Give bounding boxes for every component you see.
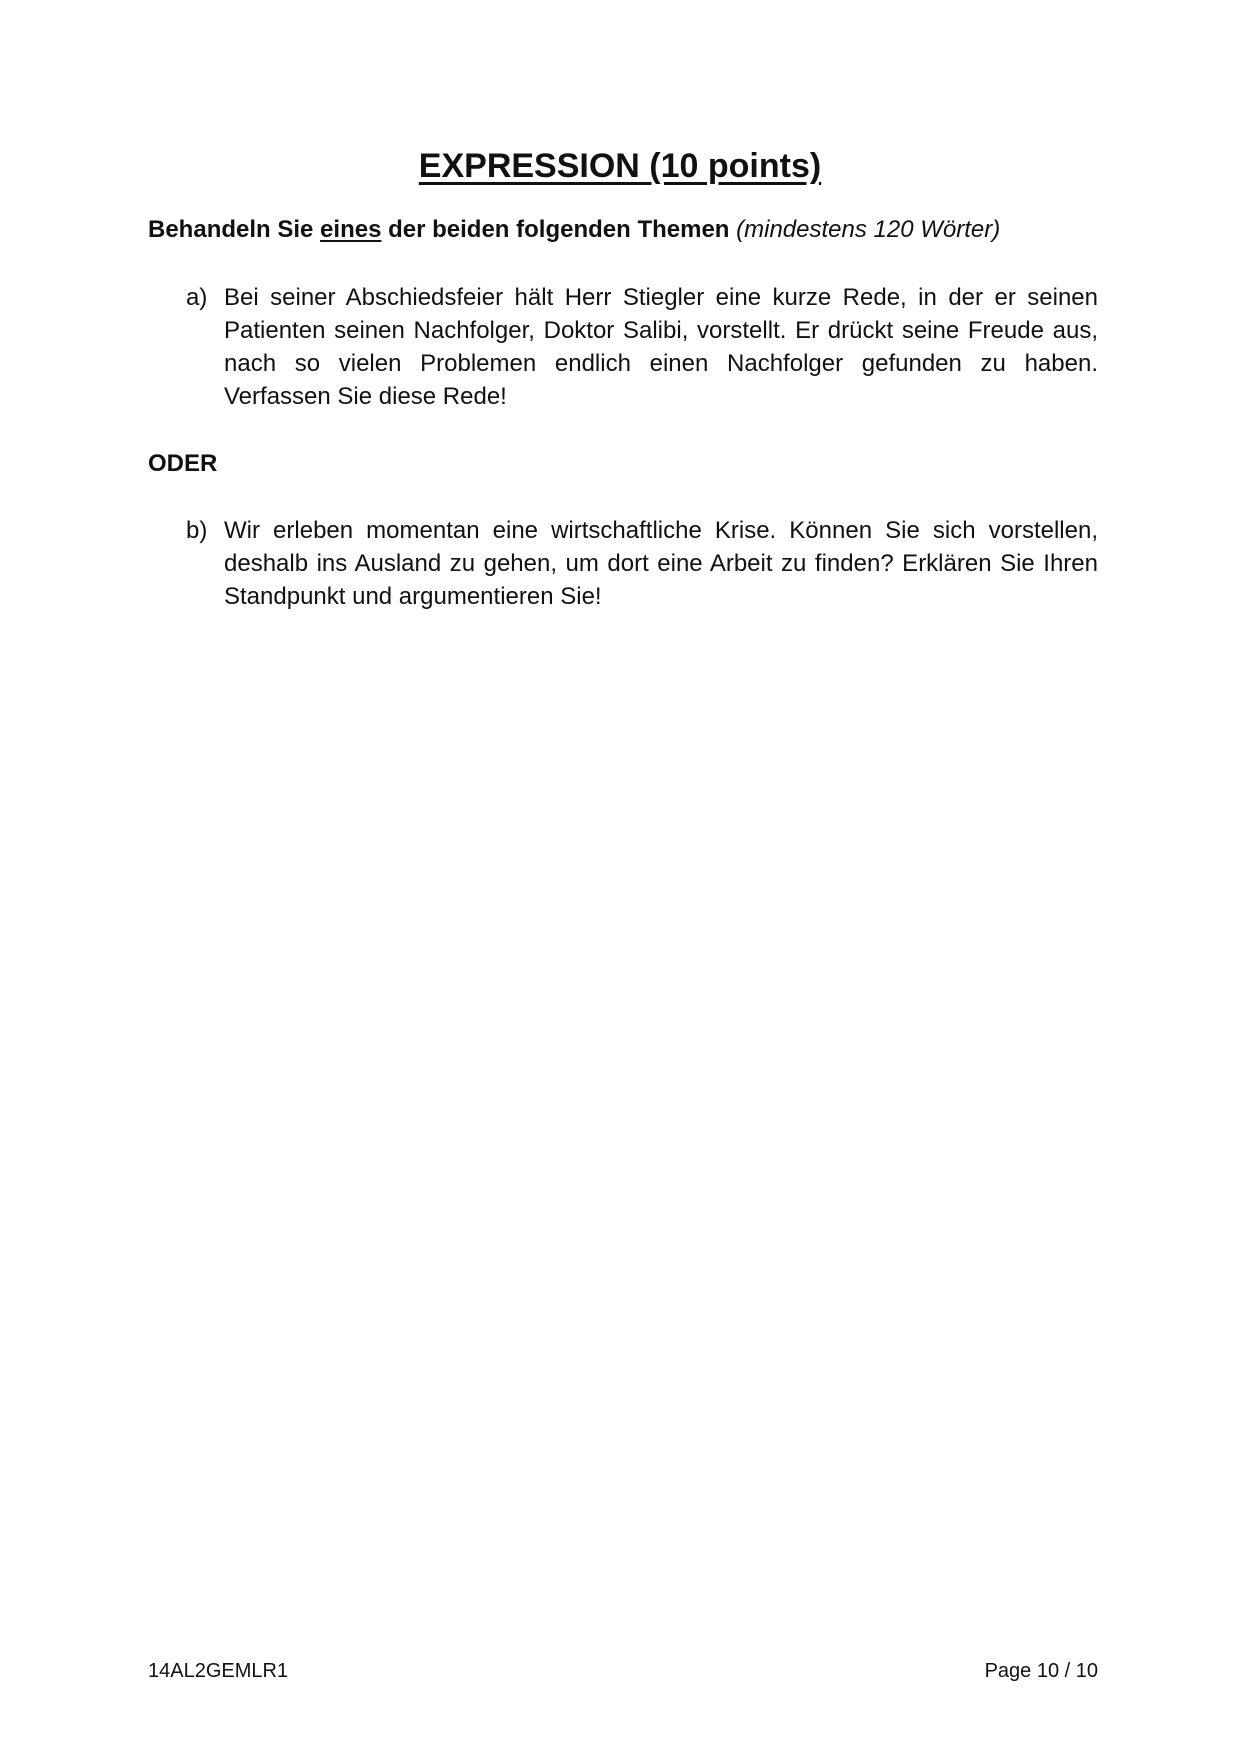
task-b: [186, 514, 1098, 613]
task-marker: a): [186, 284, 208, 311]
page-title: EXPRESSION (10 points): [418, 147, 822, 185]
instruction-prefix: Behandeln Sie: [148, 216, 321, 243]
instruction-word-count-note: (mindestens 120 Wörter): [736, 216, 1001, 243]
instruction-suffix: der beiden folgenden Themen: [381, 216, 730, 243]
instruction-emphasis: eines: [320, 216, 382, 243]
task-a: [186, 281, 1098, 413]
task-text: Wir erleben momentan eine wirtschaftliche Krise. Können Sie sich vorstellen, deshalb ins Ausland zu gehen, um dort eine Arbeit zu finden? Erklären Sie Ihren Standpunkt und argumentieren Sie!: [224, 517, 1098, 610]
instruction: [148, 214, 1108, 246]
footer-page-number: Page 10 / 10: [984, 1660, 1098, 1682]
task-text: Bei seiner Abschiedsfeier hält Herr Stiegler eine kurze Rede, in der er seinen Patienten seinen Nachfolger, Doktor Salibi, vorstellt. Er drückt seine Freude aus, nach so vielen Problemen endlich einen Nachfolger gefunden zu haben. Verfassen Sie diese Rede!: [224, 284, 1098, 410]
separator-oder: ODER: [148, 450, 218, 477]
task-marker: b): [186, 517, 208, 544]
footer-document-code: 14AL2GEMLR1: [148, 1660, 289, 1682]
